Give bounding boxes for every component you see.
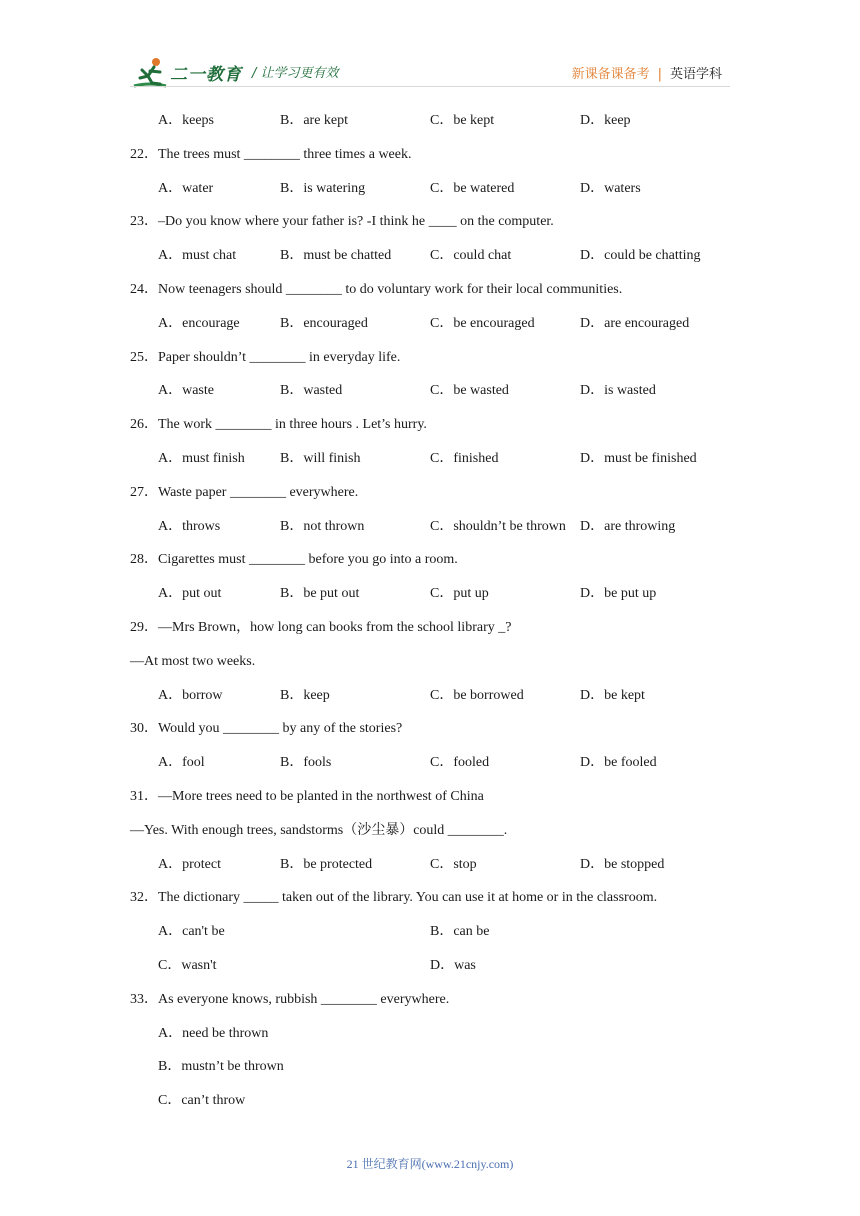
answer-option: A．borrow	[158, 688, 223, 703]
answer-option: B．must be chatted	[280, 248, 392, 263]
answer-option: C．wasn't	[158, 958, 217, 973]
answer-option: C．shouldn’t be thrown	[430, 519, 566, 534]
answer-option: B．encouraged	[280, 316, 368, 331]
answer-option: B．is watering	[280, 181, 366, 196]
answer-option: A．fool	[158, 755, 205, 770]
answer-option: C．could chat	[430, 248, 512, 263]
header-course-label: 新课备课备考	[571, 67, 650, 82]
answer-option: D．be kept	[580, 688, 645, 703]
question-text: 32．The dictionary _____ taken out of the library. You can use it at home or in the classroom.	[130, 890, 658, 905]
answer-option: D．is wasted	[580, 383, 656, 398]
answer-option: B．will finish	[280, 451, 361, 466]
question-text: 22．The trees must ________ three times a week.	[130, 147, 412, 162]
page-header	[0, 0, 860, 100]
answer-option: A．must chat	[158, 248, 237, 263]
answer-option: A．water	[158, 181, 214, 196]
question-text: 25．Paper shouldn’t ________ in everyday life.	[130, 350, 401, 365]
answer-option: B．are kept	[280, 113, 349, 128]
answer-option: A．encourage	[158, 316, 240, 331]
question-text: 31．—More trees need to be planted in the northwest of China	[130, 789, 484, 804]
question-text: 28．Cigarettes must ________ before you go into a room.	[130, 552, 458, 567]
header-separator: |	[657, 67, 662, 82]
answer-option: B．wasted	[280, 383, 343, 398]
header-slogan: / 让学习更有效	[252, 66, 339, 81]
answer-option: B．fools	[280, 755, 332, 770]
answer-option: D．are throwing	[580, 519, 676, 534]
answer-option: B．can be	[430, 924, 490, 939]
answer-option: C．put up	[430, 586, 489, 601]
answer-option: D．was	[430, 958, 476, 973]
question-text: 23．–Do you know where your father is? -I think he ____ on the computer.	[130, 214, 554, 229]
answer-option: A．can't be	[158, 924, 225, 939]
question-text: 24．Now teenagers should ________ to do voluntary work for their local communities.	[130, 282, 623, 297]
header-divider	[130, 86, 730, 87]
question-text: —Yes. With enough trees, sandstorms（沙尘暴）could ________.	[130, 823, 508, 838]
answer-option: C．be encouraged	[430, 316, 535, 331]
answer-option: A．throws	[158, 519, 221, 534]
page-footer: 21 世纪教育网(www.21cnjy.com)	[346, 1157, 514, 1171]
answer-option: D．are encouraged	[580, 316, 690, 331]
answer-option: D．could be chatting	[580, 248, 701, 263]
answer-option: D．be stopped	[580, 857, 665, 872]
logo-text: 二一教育	[170, 65, 242, 85]
answer-option: A．put out	[158, 586, 222, 601]
answer-option: C．be wasted	[430, 383, 509, 398]
question-text: 29．—Mrs Brown，how long can books from the school library _?	[130, 620, 512, 635]
question-text: 33．As everyone knows, rubbish ________ everywhere.	[130, 992, 450, 1007]
question-text: 30．Would you ________ by any of the stories?	[130, 721, 403, 736]
answer-option: C．be borrowed	[430, 688, 524, 703]
question-text: 26．The work ________ in three hours . Let’s hurry.	[130, 417, 427, 432]
answer-option: A．must finish	[158, 451, 245, 466]
question-text: 27．Waste paper ________ everywhere.	[130, 485, 359, 500]
answer-option: B．be put out	[280, 586, 360, 601]
answer-option: B．mustn’t be thrown	[158, 1059, 284, 1074]
answer-option: A．waste	[158, 383, 214, 398]
answer-option: A．need be thrown	[158, 1026, 269, 1041]
answer-option: A．keeps	[158, 113, 214, 128]
answer-option: A．protect	[158, 857, 221, 872]
header-right	[572, 63, 722, 82]
answer-option: C．can’t throw	[158, 1093, 246, 1108]
header-subject: 英语学科	[669, 67, 722, 82]
answer-option: D．must be finished	[580, 451, 697, 466]
answer-option: D．be fooled	[580, 755, 657, 770]
answer-option: B．be protected	[280, 857, 373, 872]
question-text: —At most two weeks.	[130, 654, 256, 669]
answer-option: C．fooled	[430, 755, 490, 770]
answer-option: D．waters	[580, 181, 641, 196]
answer-option: B．keep	[280, 688, 330, 703]
answer-option: B．not thrown	[280, 519, 365, 534]
answer-option: C．stop	[430, 857, 477, 872]
answer-option: D．be put up	[580, 586, 657, 601]
answer-option: C．be kept	[430, 113, 495, 128]
answer-option: D．keep	[580, 113, 631, 128]
answer-option: C．finished	[430, 451, 499, 466]
answer-option: C．be watered	[430, 181, 515, 196]
